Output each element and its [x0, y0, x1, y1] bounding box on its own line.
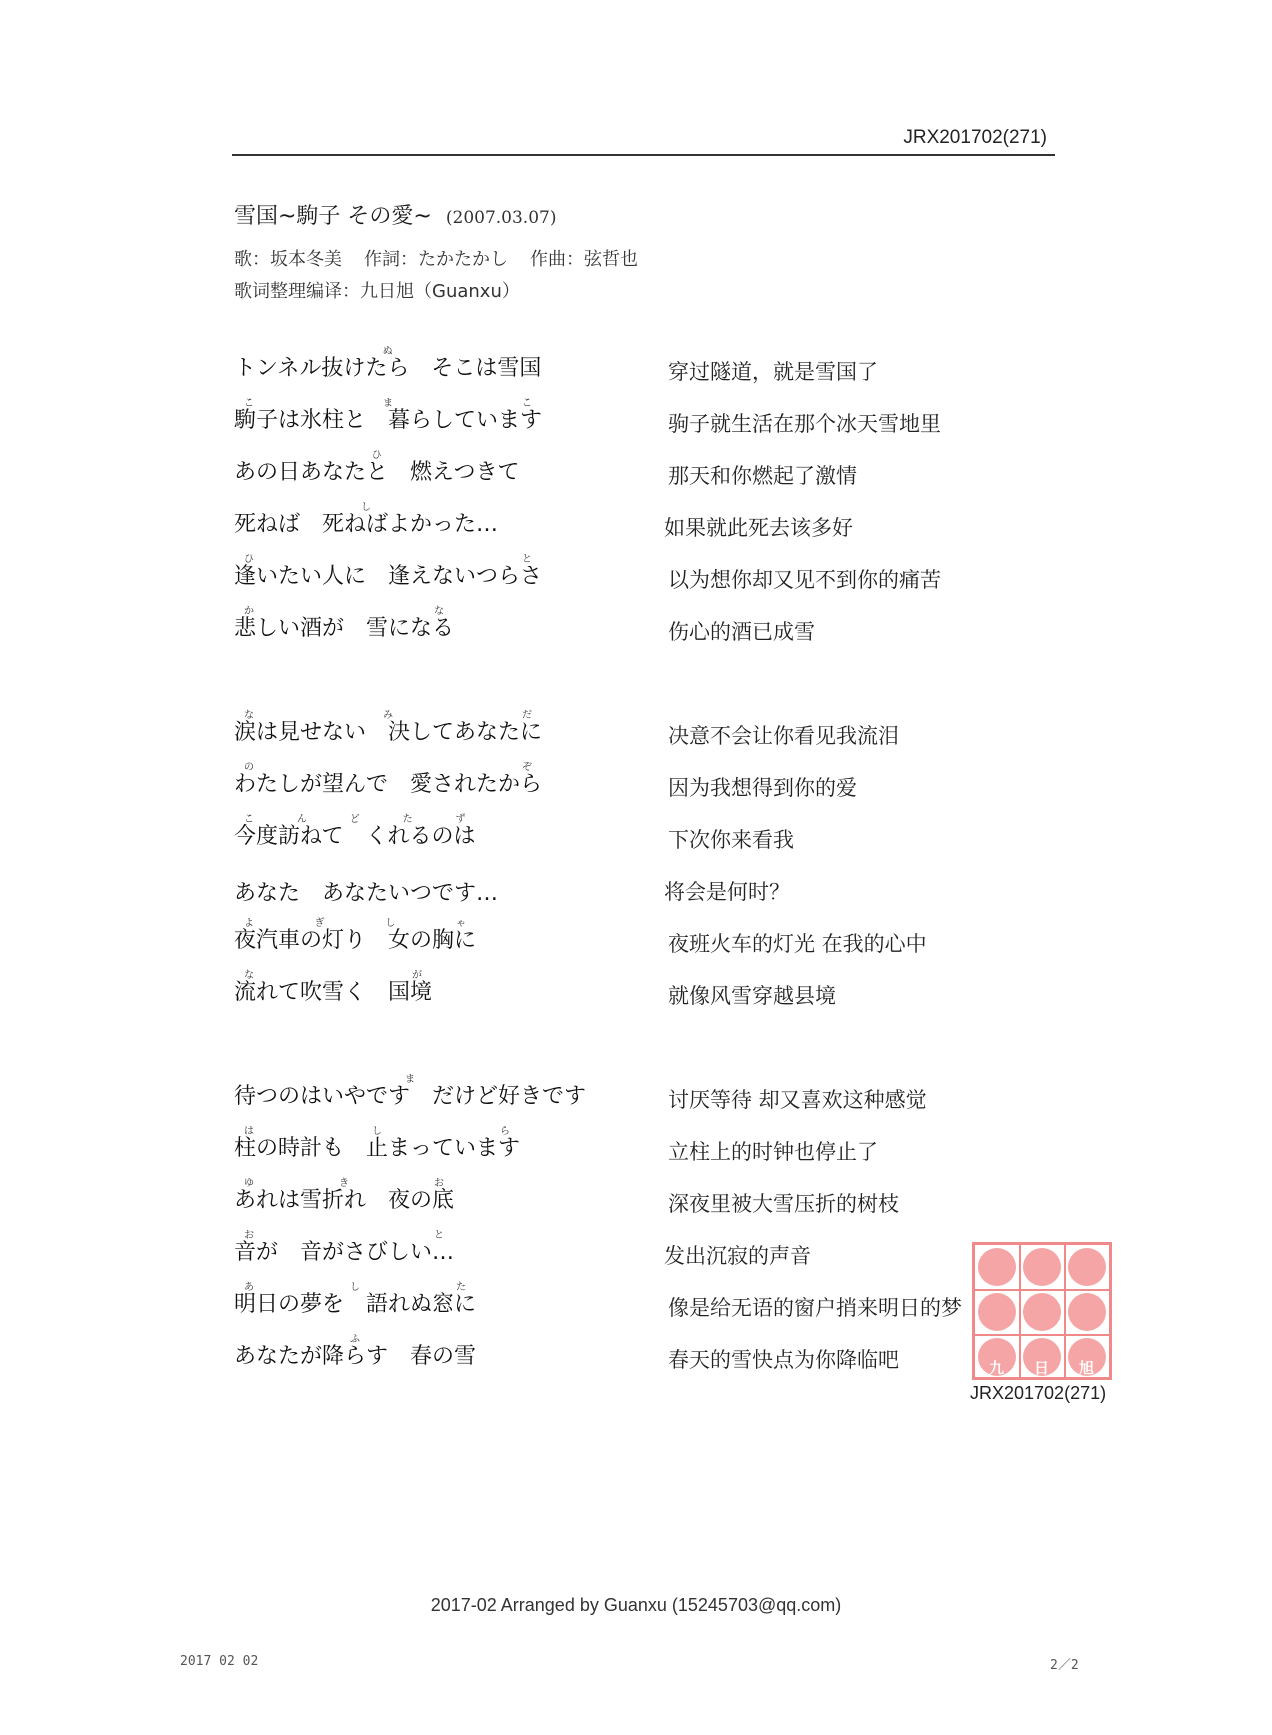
seal-stamp: [972, 1242, 1112, 1380]
furigana-reading: ひと: [234, 554, 543, 565]
seal-char: 日: [1034, 1359, 1050, 1377]
furigana-reading: あした: [234, 1282, 477, 1293]
furigana-reading: なが: [234, 970, 433, 981]
jp-lyric-line: [234, 710, 542, 746]
furigana-reading: なみだ: [234, 710, 543, 721]
cn-translation-line: 春天的雪快点为你降临吧: [668, 1348, 899, 1372]
seal-char: 旭: [1079, 1359, 1095, 1377]
composer-credit: 作曲：弦哲也: [530, 249, 638, 270]
cn-translation-line: 穿过隧道，就是雪国了: [668, 360, 878, 384]
jp-lyric-text: 音が 音がさびしい…おと: [234, 1230, 455, 1265]
seal-grid-line: [975, 1289, 1109, 1291]
header-code: JRX201702(271): [903, 127, 1047, 148]
song-title-text: 雪国~駒子 その愛~: [234, 204, 432, 229]
seal-grid-line: [1019, 1245, 1021, 1377]
jp-lyric-line: [234, 876, 498, 907]
cn-translation-line: 那天和你燃起了激情: [668, 464, 857, 488]
jp-lyric-text: 涙は見せない 決してあなたになみだ: [234, 710, 543, 745]
jp-lyric-text: あなたが降らす 春の雪ふ: [234, 1334, 477, 1369]
cn-translation-line: 下次你来看我: [668, 828, 794, 852]
cn-translation-line: 讨厌等待 却又喜欢这种感觉: [668, 1088, 927, 1112]
furigana-reading: ゆきお: [234, 1178, 455, 1189]
furigana-reading: こまこ: [234, 398, 543, 409]
song-date: (2007.03.07): [445, 208, 557, 228]
furigana-reading: ま: [234, 1074, 586, 1085]
header-rule: [232, 154, 1055, 156]
seal-grid-line: [1064, 1245, 1066, 1377]
jp-lyric-line: [234, 814, 475, 850]
jp-lyric-line: [234, 1126, 520, 1162]
cn-translation-line: 因为我想得到你的爱: [668, 776, 857, 800]
jp-lyric-line: [234, 1282, 476, 1318]
cn-translation-line: 如果就此死去该多好: [664, 516, 853, 540]
jp-lyric-line: [234, 554, 542, 590]
jp-lyric-line: [234, 1074, 586, 1110]
jp-lyric-line: [234, 450, 520, 486]
jp-lyric-line: [234, 346, 541, 382]
cn-translation-line: 伤心的酒已成雪: [668, 620, 815, 644]
furigana-reading: よぎしゃ: [234, 918, 477, 929]
furigana-reading: ひ: [234, 450, 520, 461]
cn-translation-line: 以为想你却又见不到你的痛苦: [668, 568, 941, 592]
jp-lyric-text: 待つのはいやです だけど好きですま: [234, 1074, 587, 1109]
furigana-reading: こんどたず: [234, 814, 476, 825]
seal-dot: [978, 1248, 1016, 1286]
jp-lyric-text: あなた あなたいつです…: [234, 881, 499, 906]
cn-translation-line: 将会是何时？: [664, 880, 790, 904]
singer-credit: 歌：坂本冬美: [234, 249, 342, 270]
cn-translation-line: 就像风雪穿越县境: [668, 984, 836, 1008]
seal-char: 九: [989, 1359, 1005, 1377]
jp-lyric-line: [234, 1230, 454, 1266]
seal-dot: [1068, 1293, 1106, 1331]
furigana-reading: おと: [234, 1230, 455, 1241]
furigana-reading: かな: [234, 606, 455, 617]
cn-translation-line: 像是给无语的窗户捎来明日的梦: [668, 1296, 962, 1320]
cn-translation-line: 夜班火车的灯光 在我的心中: [668, 932, 927, 956]
footer-date: 2017 02 02: [180, 1654, 259, 1669]
lyricist-credit: 作詞：たかたかし: [364, 249, 508, 270]
song-title: [234, 199, 556, 230]
furigana-reading: ぬ: [234, 346, 542, 357]
cn-translation-line: 发出沉寂的声音: [664, 1244, 811, 1268]
jp-lyric-line: [234, 1178, 454, 1214]
jp-lyric-line: [234, 762, 542, 798]
jp-lyric-line: [234, 970, 432, 1006]
jp-lyric-text: 流れて吹雪く 国境なが: [234, 970, 433, 1005]
jp-lyric-text: 今度訪ねて くれるのはこんどたず: [234, 814, 476, 849]
seal-code: JRX201702(271): [970, 1383, 1107, 1403]
cn-translation-line: 决意不会让你看见我流泪: [668, 724, 899, 748]
furigana-reading: のぞ: [234, 762, 543, 773]
footer-arranged-by: 2017-02 Arranged by Guanxu (15245703@qq.com): [430, 1595, 842, 1615]
jp-lyric-line: [234, 918, 476, 954]
jp-lyric-line: [234, 1334, 476, 1370]
furigana-reading: はしら: [234, 1126, 521, 1137]
cn-translation-line: 驹子就生活在那个冰天雪地里: [668, 412, 941, 436]
arranger-credit: 歌词整理编译：九日旭（Guanxu）: [234, 281, 520, 302]
seal-grid-line: [975, 1334, 1109, 1336]
jp-lyric-line: [234, 606, 454, 642]
jp-lyric-text: 逢いたい人に 逢えないつらさひと: [234, 554, 543, 589]
jp-lyric-text: 明日の夢を 語れぬ窓にあした: [234, 1282, 477, 1317]
seal-dot: [1023, 1248, 1061, 1286]
seal-dot: [978, 1293, 1016, 1331]
jp-lyric-text: トンネル抜けたら そこは雪国ぬ: [234, 346, 542, 381]
furigana-reading: ふ: [234, 1334, 476, 1345]
jp-lyric-text: あの日あなたと 燃えつきてひ: [234, 450, 520, 485]
jp-lyric-text: 柱の時計も 止まっていますはしら: [234, 1126, 521, 1161]
jp-lyric-text: 死ねば 死ねばよかった…し: [234, 502, 499, 537]
furigana-reading: し: [234, 502, 498, 513]
jp-lyric-text: 悲しい酒が 雪になるかな: [234, 606, 455, 641]
jp-lyric-text: わたしが望んで 愛されたからのぞ: [234, 762, 543, 797]
credits-line: [234, 245, 638, 271]
jp-lyric-line: [234, 398, 542, 434]
jp-lyric-text: あれは雪折れ 夜の底ゆきお: [234, 1178, 455, 1213]
cn-translation-line: 深夜里被大雪压折的树枝: [668, 1192, 899, 1216]
jp-lyric-text: 駒子は氷柱と 暮らしていますこまこ: [234, 398, 543, 433]
seal-dot: [1023, 1293, 1061, 1331]
footer-page-number: 2／2: [1050, 1658, 1079, 1673]
jp-lyric-text: 夜汽車の灯り 女の胸によぎしゃ: [234, 918, 477, 953]
jp-lyric-line: [234, 502, 498, 538]
cn-translation-line: 立柱上的时钟也停止了: [668, 1140, 878, 1164]
seal-dot: [1068, 1248, 1106, 1286]
